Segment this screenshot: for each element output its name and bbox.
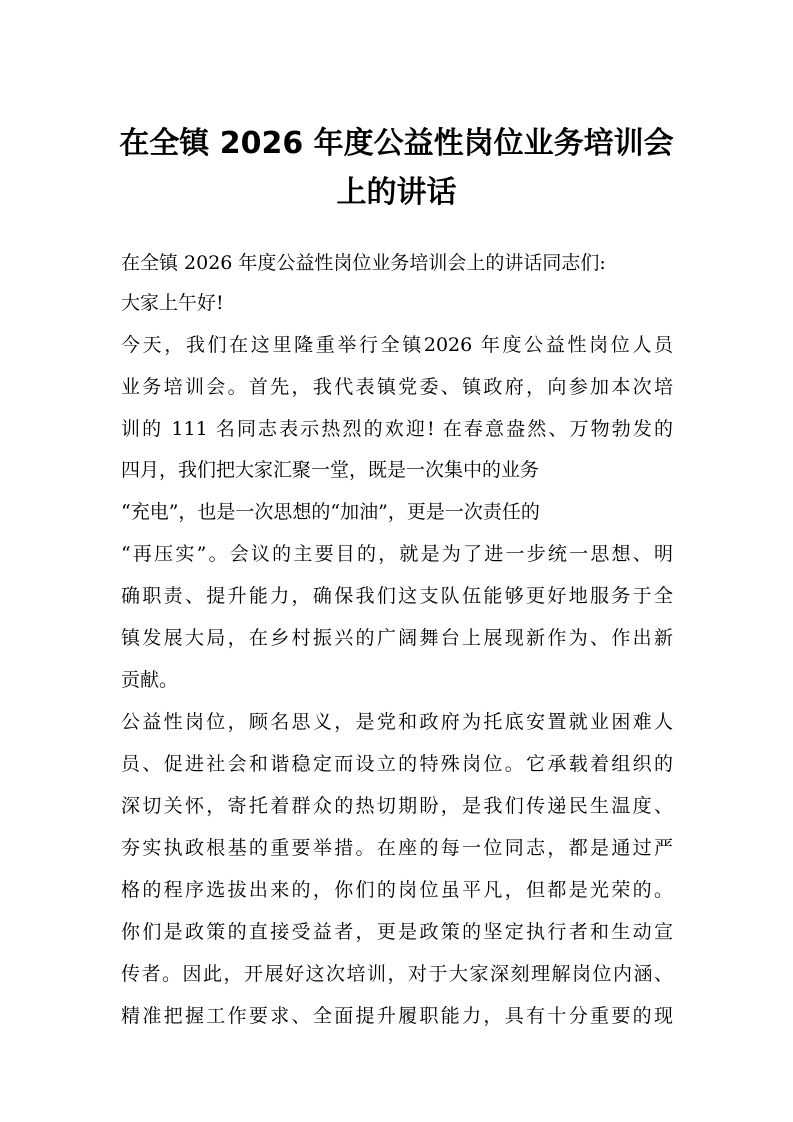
body-line-15: 夯实执政根基的重要举措。在座的每一位同志，都是通过严 (121, 837, 673, 859)
body-line-11: 贡献。 (121, 669, 179, 691)
body-line-14: 深切关怀，寄托着群众的热切期盼，是我们传递民生温度、 (121, 795, 673, 817)
body-line-18: 传者。因此，开展好这次培训，对于大家深刻理解岗位内涵、 (121, 963, 673, 985)
document-title-line-1: 在全镇 2026 年度公益性岗位业务培训会 (119, 126, 674, 161)
body-line-4: 业务培训会。首先，我代表镇党委、镇政府，向参加本次培 (121, 376, 673, 398)
body-line-10: 镇发展大局，在乡村振兴的广阔舞台上展现新作为、作出新 (121, 627, 673, 649)
body-line-3: 今天，我们在这里隆重举行全镇2026 年度公益性岗位人员 (121, 334, 673, 356)
body-line-7: “充电”，也是一次思想的“加油”，更是一次责任的 (121, 501, 540, 523)
body-line-19: 精准把握工作要求、全面提升履职能力，具有十分重要的现 (121, 1005, 673, 1027)
body-line-9: 确职责、提升能力，确保我们这支队伍能够更好地服务于全 (121, 585, 673, 607)
body-line-5: 训的 111 名同志表示热烈的欢迎! 在春意盎然、万物勃发的 (121, 418, 673, 440)
body-line-16: 格的程序选拔出来的，你们的岗位虽平凡，但都是光荣的。 (121, 879, 673, 901)
body-line-17: 你们是政策的直接受益者，更是政策的坚定执行者和生动宣 (121, 921, 673, 943)
document-title-line-2: 上的讲话 (336, 175, 457, 210)
body-line-2: 大家上午好! (121, 292, 224, 314)
body-line-8: “再压实”。会议的主要目的，就是为了进一步统一思想、明 (121, 543, 673, 565)
body-line-6: 四月，我们把大家汇聚一堂，既是一次集中的业务 (121, 459, 540, 481)
body-line-13: 员、促进社会和谐稳定而设立的特殊岗位。它承载着组织的 (121, 753, 673, 775)
body-line-1: 在全镇 2026 年度公益性岗位业务培训会上的讲话同志们: (121, 252, 606, 274)
body-line-12: 公益性岗位，顾名思义，是党和政府为托底安置就业困难人 (121, 711, 673, 733)
